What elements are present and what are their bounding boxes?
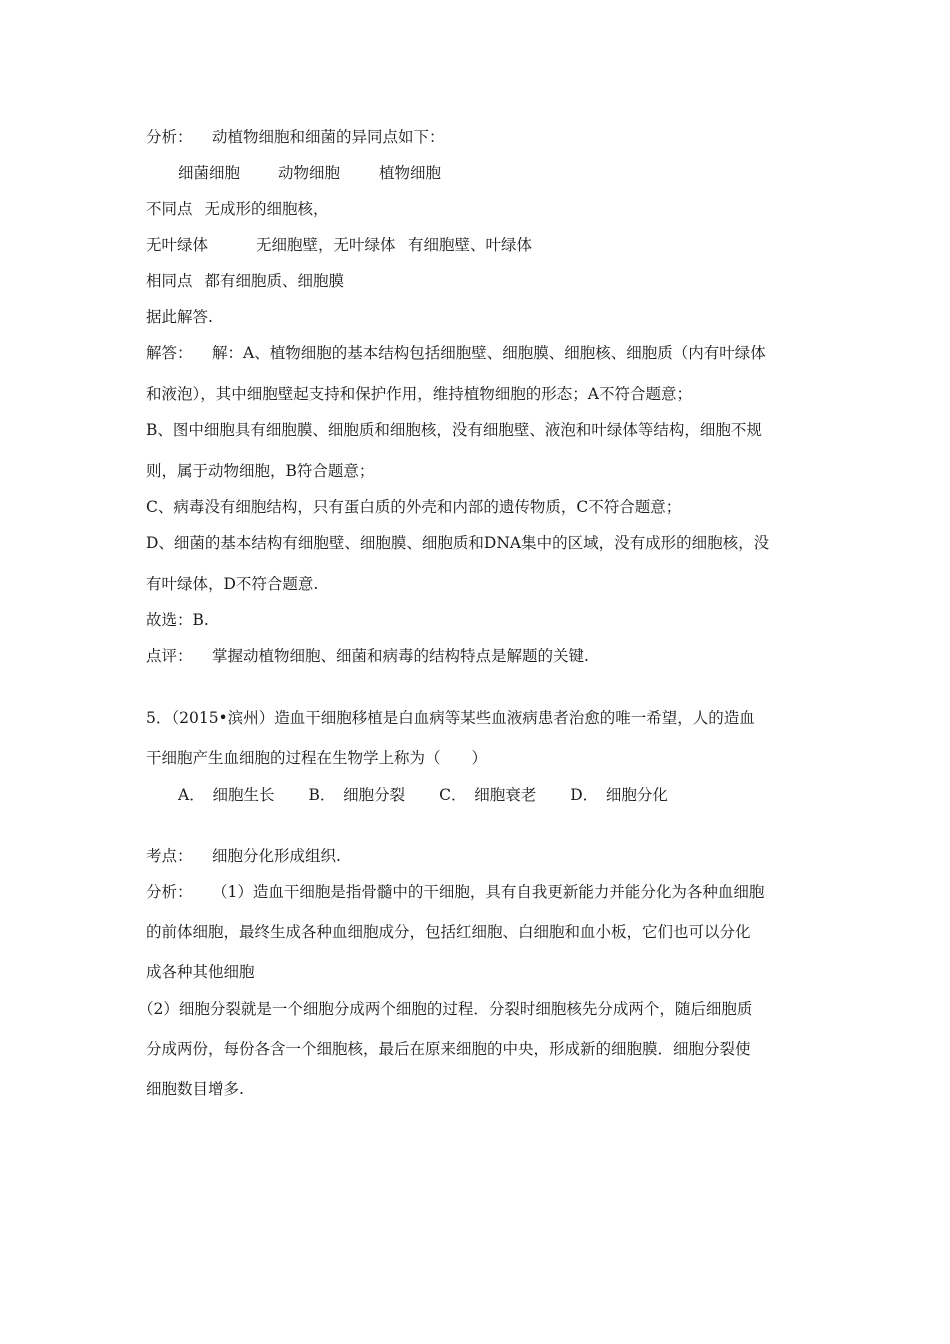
row2-cell-animal: 无细胞壁，无叶绿体 <box>256 236 396 254</box>
row-diff-label: 不同点 <box>146 200 193 218</box>
kaodian-line <box>146 846 826 866</box>
answer-line-b1: B、图中细胞具有细胞膜、细胞质和细胞核，没有细胞壁、液泡和叶绿体等结构，细胞不规 <box>146 421 762 439</box>
header-plant: 植物细胞 <box>379 164 442 182</box>
comment-text: 掌握动植物细胞、细菌和病毒的结构特点是解题的关键. <box>212 647 589 665</box>
answer-line-b2: 则，属于动物细胞，B符合题意； <box>146 462 375 480</box>
header-bacteria: 细菌细胞 <box>178 164 241 182</box>
answer-line-d2: 有叶绿体，D不符合题意. <box>146 575 319 593</box>
q5-analysis-line-5: 分成两份，每份各含一个细胞核，最后在原来细胞的中央，形成新的细胞膜．细胞分裂使 <box>146 1040 751 1058</box>
option-b: B． 细胞分裂 <box>308 786 406 804</box>
kaodian-text: 细胞分化形成组织. <box>212 847 341 865</box>
comparison-row-diff <box>146 199 826 219</box>
q5-analysis-line-2: 的前体细胞，最终生成各种血细胞成分，包括红细胞、白细胞和血小板，它们也可以分化 <box>146 923 751 941</box>
q5-stem-line-1: 5．（2015•滨州）造血干细胞移植是白血病等某些血液病患者治愈的唯一希望，人的造血 <box>146 709 755 727</box>
answer-line-c: C、病毒没有细胞结构，只有蛋白质的外壳和内部的遗传物质，C不符合题意； <box>146 498 682 516</box>
q5-analysis-label: 分析： <box>146 883 193 901</box>
option-a: A． 细胞生长 <box>178 786 275 804</box>
q5-options <box>178 785 858 805</box>
answer-line-d1: D、细菌的基本结构有细胞壁、细胞膜、细胞质和DNA集中的区域，没有成形的细胞核，没 <box>146 534 770 552</box>
row-diff-text: 无成形的细胞核， <box>204 200 329 218</box>
option-d: D． 细胞分化 <box>570 786 668 804</box>
conclude-line: 据此解答. <box>146 308 213 326</box>
q4-analysis-line <box>146 127 826 147</box>
analysis-intro: 动植物细胞和细菌的异同点如下： <box>212 128 445 146</box>
row-same-label: 相同点 <box>146 272 193 290</box>
comparison-table-header <box>178 163 858 183</box>
row2-cell-bacteria: 无叶绿体 <box>146 236 209 254</box>
choice-line: 故选：B. <box>146 611 209 629</box>
comment-label: 点评： <box>146 647 193 665</box>
answer-a-text-1: 解：A、植物细胞的基本结构包括细胞壁、细胞膜、细胞核、细胞质（内有叶绿体 <box>212 344 766 362</box>
comparison-row-diff-cont <box>146 235 826 255</box>
q5-stem-line-2: 干细胞产生血细胞的过程在生物学上称为（ ） <box>146 749 488 767</box>
comparison-row-same <box>146 271 826 291</box>
row2-cell-plant: 有细胞壁、叶绿体 <box>408 236 533 254</box>
header-animal: 动物细胞 <box>278 164 341 182</box>
answer-line-a1 <box>146 343 826 363</box>
analysis-label: 分析： <box>146 128 193 146</box>
answer-line-a2: 和液泡），其中细胞壁起支持和保护作用，维持植物细胞的形态；A不符合题意； <box>146 385 692 403</box>
q5-analysis-text-1: （1）造血干细胞是指骨髓中的干细胞，具有自我更新能力并能分化为各种血细胞 <box>212 883 765 901</box>
q5-analysis-line-4: （2）细胞分裂就是一个细胞分成两个细胞的过程．分裂时细胞核先分成两个，随后细胞质 <box>138 1000 753 1018</box>
q5-analysis-line-3: 成各种其他细胞 <box>146 963 255 981</box>
q5-analysis-line-1 <box>146 882 826 902</box>
option-c: C． 细胞衰老 <box>439 786 537 804</box>
q5-analysis-line-6: 细胞数目增多. <box>146 1080 244 1098</box>
row-same-text: 都有细胞质、细胞膜 <box>204 272 345 290</box>
kaodian-label: 考点： <box>146 847 193 865</box>
answer-label: 解答： <box>146 344 193 362</box>
comment-line <box>146 646 826 666</box>
